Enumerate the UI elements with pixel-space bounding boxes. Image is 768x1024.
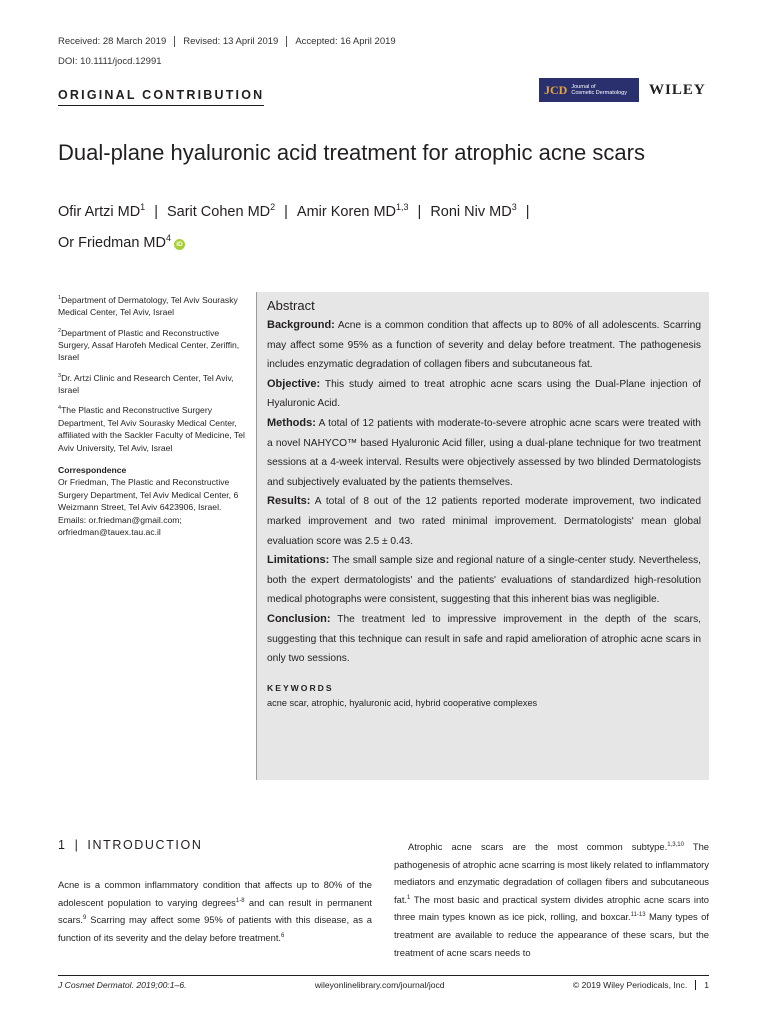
journal-logo-name: Journal of Cosmetic Dermatology [571, 84, 627, 96]
journal-logo [539, 78, 639, 102]
abstract-objective: Objective: This study aimed to treat atrophic acne scars using the Dual-Plane injection of Hyaluronic Acid. [267, 377, 701, 410]
footer-copyright-group [573, 980, 709, 990]
received-date: Received: 28 March 2019 [58, 36, 167, 47]
affiliation: $^3$Dr. Artzi Clinic and Research Center, Tel Aviv, Israel [58, 372, 234, 396]
author[interactable]: Roni Niv $MD^3$ [430, 202, 517, 220]
journal-logo-abbr: JCD [544, 82, 568, 97]
citation-ref[interactable]: 1 [407, 894, 411, 901]
correspondence-text: Or Friedman, The Plastic and Reconstructive Surgery Department, Tel Aviv Medical Center, 6 Weizmann Street, Tel Aviv 6423906, Israel. Emails: or.friedman@gmail.com; orfriedman@tauex.tau.ac.il [58, 477, 239, 537]
publisher-logo: WILEY [649, 82, 706, 98]
footer-url[interactable]: wileyonlinelibrary.com/journal/jocd [314, 980, 445, 990]
citation-ref[interactable]: 11-13 [630, 912, 646, 919]
abstract-title: Abstract [267, 298, 315, 313]
affiliation: $^2$Department of Plastic and Reconstructive Surgery, Assaf Harofeh Medical Center, Zeriffin, Israel [58, 327, 240, 363]
introduction-heading: 1 | INTRODUCTION [58, 838, 203, 852]
correspondence-emails[interactable]: Emails: or.friedman@gmail.com; orfriedman@tauex.tau.ac.il [58, 514, 182, 537]
author[interactable]: Sarit Cohen $MD^2$ [166, 202, 276, 220]
author[interactable]: Amir Koren MD$^{1,3}$ [296, 202, 409, 220]
keywords-heading: KEYWORDS [267, 682, 334, 693]
citation-ref[interactable]: 9 [83, 915, 87, 922]
citation-ref[interactable]: 1,3,10 [667, 842, 684, 848]
footer-rule [58, 975, 709, 976]
abstract-conclusion: Conclusion: The treatment led to impressive improvement in the depth of the scars, suggesting that this technique can result in safe and rapid amelioration of atrophic acne scars in only two sessions. [267, 612, 701, 665]
abstract-limitations: Limitations: The small sample size and regional nature of a single-center study. Nevertheless, both the expert dermatologists' and the patients' evaluations of standardized high-resolution medical photographs were consistent, suggesting that this inherent bias was negligible. [267, 554, 701, 606]
revised-date: Revised: 13 April 2019 [174, 36, 286, 47]
page-number: 1 [695, 980, 709, 990]
paragraph: Atrophic acne scars are the most common subtype.$^{1,3,10}$ The pathogenesis of atrophic acne scarring is most likely related to inflammatory mediators and enzymatic degradation of collagen fibers and subcutaneous fat.$^1$ The most basic and practical system divides atrophic acne scars into three main types known as ice pick, rolling, and boxcar.$^{11-13}$ Many types of treatment are available to reduce the appearance of these scars, but the treatment of acne scars needs to [394, 841, 710, 958]
footer-copyright: © 2019 Wiley Periodicals, Inc. [572, 980, 688, 990]
article-dates [58, 36, 404, 47]
affiliation: $^1$Department of Dermatology, Tel Aviv Sourasky Medical Center, Tel Aviv, Israel [58, 294, 238, 318]
footer-citation: J Cosmet Dermatol. 2019;00:1–6. [58, 980, 187, 990]
author[interactable]: Ofir Artzi $MD^1$ [58, 202, 146, 220]
abstract-results: Results: A total of 8 out of the 12 patients reported moderate improvement, two indicated marked improvement and two rated minimal improvement. Dermatologists' mean global evaluation score was 2.5 ± 0.43. [267, 495, 701, 547]
author-list: Ofir Artzi $MD^1$ | Sarit Cohen $MD^2$ | Amir Koren MD$^{1,3}$ | Roni Niv $MD^3$ | Or Friedman $MD^4iD$ [58, 202, 530, 251]
correspondence-heading: Correspondence [58, 464, 127, 475]
paragraph: Acne is a common inflammatory condition that affects up to 80% of the adolescent population to varying degrees$^{1-8}$ and can result in permanent scars.$^9$ Scarring may affect some 95% of patients with this disease, as a function of its severity and the delay before treatment.$^6$ [58, 879, 373, 943]
body-column-left [58, 876, 372, 946]
body-column-right [394, 838, 709, 961]
affiliation: $^4$The Plastic and Reconstructive Surgery Department, Tel Aviv Sourasky Medical Center, affiliated with the Sackler Faculty of Medicine, Tel Aviv University, Tel Aviv, Israel [58, 405, 245, 453]
abstract-box [256, 292, 709, 780]
abstract-methods: Methods: A total of 12 patients with moderate-to-severe atrophic acne scars were treated with a novel NAHYCO™ based Hyaluronic Acid filler, using a dual-plane technique for two treatment sessions at a 4-week interval. Results were objectively assessed by two blinded Dermatologists and subjectively evaluated by the patients themselves. [267, 416, 701, 488]
keywords-list: acne scar, atrophic, hyaluronic acid, hybrid cooperative complexes [267, 697, 538, 708]
citation-ref[interactable]: 6 [281, 932, 285, 939]
page-footer [58, 980, 709, 990]
abstract-background: Background: Acne is a common condition that affects up to 80% of all adolescents. Scarring may affect some 95% as a function of severity and delay before treatment. The pathogenesis includes enzymatic degradation of collagen fibers and subcutaneous fat. [267, 319, 701, 371]
affiliations [58, 292, 248, 538]
accepted-date: Accepted: 16 April 2019 [286, 36, 403, 47]
section-label: ORIGINAL CONTRIBUTION [58, 88, 264, 106]
author[interactable]: Or Friedman $MD^4$ [58, 233, 171, 251]
orcid-icon[interactable]: iD [174, 239, 185, 250]
doi[interactable]: DOI: 10.1111/jocd.12991 [58, 56, 162, 67]
article-title: Dual-plane hyaluronic acid treatment for atrophic acne scars [58, 140, 645, 165]
citation-ref[interactable]: 1-8 [235, 897, 245, 904]
